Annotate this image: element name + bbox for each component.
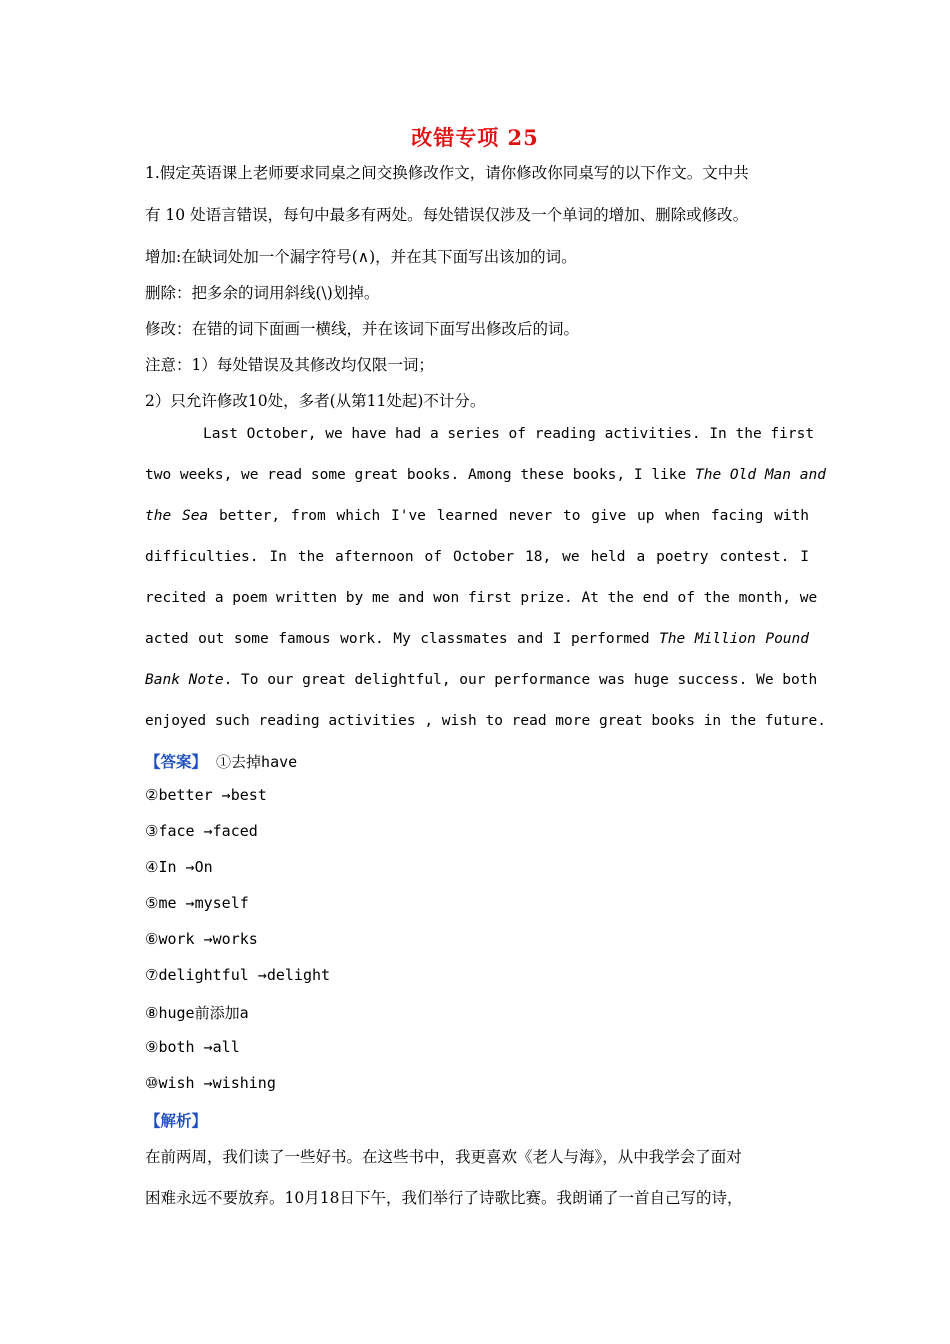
- instruction-line-1: 1.假定英语课上老师要求同桌之间交换修改作文，请你修改你同桌写的以下作文。文中共: [145, 164, 749, 182]
- instruction-modify: 修改：在错的词下面画一横线，并在该词下面写出修改后的词。: [145, 320, 580, 338]
- answer-label: 【答案】: [145, 752, 208, 771]
- answer-item-5: ⑤me →myself: [145, 894, 249, 912]
- instruction-delete: 删除：把多余的词用斜线(\)划掉。: [145, 284, 380, 302]
- passage-line-4: difficulties. In the afternoon of October 18, we held a poetry contest. I: [145, 549, 809, 565]
- answer-item-3: ③face →faced: [145, 822, 258, 840]
- answer-item-7: ⑦delightful →delight: [145, 966, 331, 984]
- instruction-note-2: 2）只允许修改10处，多者(从第11处起)不计分。: [145, 392, 486, 410]
- passage-text: better, from which I've learned never to give up when facing with: [208, 508, 809, 524]
- passage-line-1: Last October, we have had a series of reading activities. In the first: [203, 426, 815, 442]
- instruction-add: 增加:在缺词处加一个漏字符号(∧)，并在其下面写出该加的词。: [145, 248, 577, 266]
- book-title-million: The Million Pound: [659, 631, 809, 647]
- passage-line-3: [145, 508, 809, 524]
- answer-item-10: ⑩wish →wishing: [145, 1074, 276, 1092]
- passage-line-8: enjoyed such reading activities , wish to read more great books in the future.: [145, 713, 826, 729]
- passage-line-2: [145, 467, 826, 483]
- answer-item-2: ②better →best: [145, 786, 267, 804]
- answer-item-6: ⑥work →works: [145, 930, 258, 948]
- analysis-line-2: 困难永远不要放弃。10月18日下午，我们举行了诗歌比赛。我朗诵了一首自己写的诗，: [145, 1189, 743, 1207]
- passage-text: two weeks, we read some great books. Among these books, I like: [145, 467, 695, 483]
- instruction-note-1: 注意：1）每处错误及其修改均仅限一词；: [145, 356, 434, 374]
- answer-first-line: [145, 750, 297, 772]
- analysis-line-1: 在前两周，我们读了一些好书。在这些书中，我更喜欢《老人与海》，从中我学会了面对: [145, 1148, 742, 1166]
- book-title-old-man: The Old Man and: [694, 467, 826, 483]
- answer-item-8: ⑧huge前添加a: [145, 1004, 249, 1022]
- passage-text: acted out some famous work. My classmates and I performed: [145, 631, 660, 647]
- page-title: 改错专项 25: [411, 125, 539, 150]
- instruction-line-2: 有 10 处语言错误，每句中最多有两处。每处错误仅涉及一个单词的增加、删除或修改。: [145, 206, 749, 224]
- book-title-bank-note: Bank Note: [145, 672, 224, 688]
- answer-item-9: ⑨both →all: [145, 1038, 240, 1056]
- passage-line-5: recited a poem written by me and won first prize. At the end of the month, we: [145, 590, 818, 606]
- answer-item-1: ①去掉have: [216, 753, 298, 771]
- answer-item-4: ④In →On: [145, 858, 213, 876]
- passage-line-6: [145, 631, 809, 647]
- book-title-sea: the Sea: [145, 508, 209, 524]
- passage-line-7: [145, 672, 818, 688]
- passage-text: . To our great delightful, our performance was huge success. We both: [223, 672, 818, 688]
- analysis-label: 【解析】: [145, 1111, 208, 1130]
